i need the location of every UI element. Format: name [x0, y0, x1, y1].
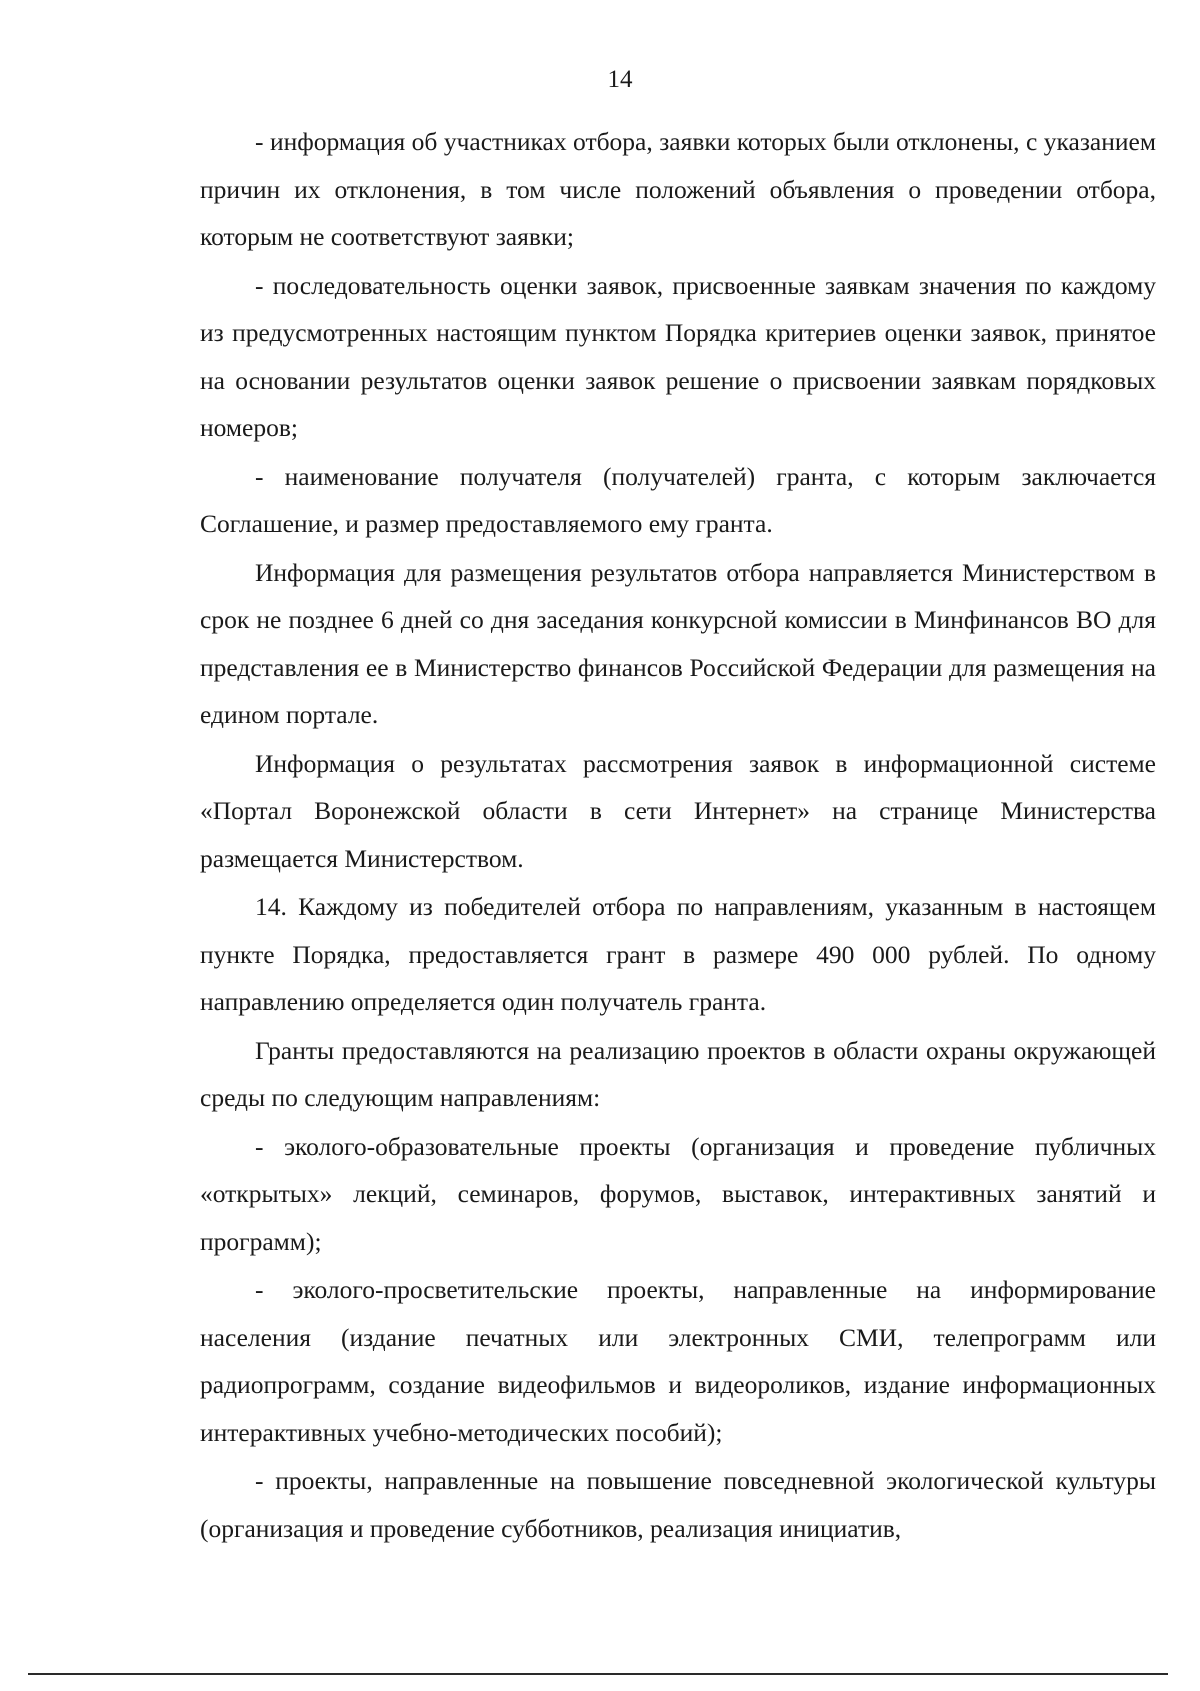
document-body	[200, 118, 1156, 1552]
paragraph-grant-directions: Гранты предоставляются на реализацию проектов в области охраны окружающей среды по следующим направлениям:	[200, 1035, 1156, 1112]
list-item-enlightenment-projects: - эколого-просветительские проекты, направленные на информирование населения (издание печатных или электронных СМИ, телепрограмм или радиопрограмм, создание видеофильмов и видеороликов, издание информационных интерактивных учебно-методических пособий);	[200, 1275, 1156, 1447]
paragraph-information-placement: Информация для размещения результатов отбора направляется Министерством в срок не позднее 6 дней со дня заседания конкурсной комиссии в Минфинансов ВО для представления ее в Министерство финансов Российской Федерации для размещения на едином портале.	[200, 557, 1156, 729]
paragraph-grant-recipient: - наименование получателя (получателей) гранта, с которым заключается Соглашение, и размер предоставляемого ему гранта.	[200, 461, 1156, 538]
list-item-culture-projects: - проекты, направленные на повышение повседневной экологической культуры (организация и проведение субботников, реализация инициатив,	[200, 1466, 1156, 1543]
paragraph-clause-14: 14. Каждому из победителей отбора по направлениям, указанным в настоящем пункте Порядка, предоставляется грант в размере 490 000 рублей. По одному направлению определяется один получатель гранта.	[200, 892, 1156, 1016]
page-number: 14	[607, 66, 633, 93]
paragraph-portal-information: Информация о результатах рассмотрения заявок в информационной системе «Портал Воронежской области в сети Интернет» на странице Министерства размещается Министерством.	[200, 748, 1156, 873]
paragraph-rejected-participants: - информация об участниках отбора, заявки которых были отклонены, с указанием причин их отклонения, в том числе положений объявления о проведении отбора, которым не соответствуют заявки;	[200, 127, 1156, 251]
list-item-educational-projects: - эколого-образовательные проекты (организация и проведение публичных «открытых» лекций, семинаров, форумов, выставок, интерактивных занятий и программ);	[200, 1131, 1156, 1256]
paragraph-evaluation-sequence: - последовательность оценки заявок, присвоенные заявкам значения по каждому из предусмотренных настоящим пунктом Порядка критериев оценки заявок, принятое на основании результатов оценки заявок решение о присвоении заявкам порядковых номеров;	[200, 270, 1156, 442]
page-bottom-rule	[28, 1673, 1168, 1675]
